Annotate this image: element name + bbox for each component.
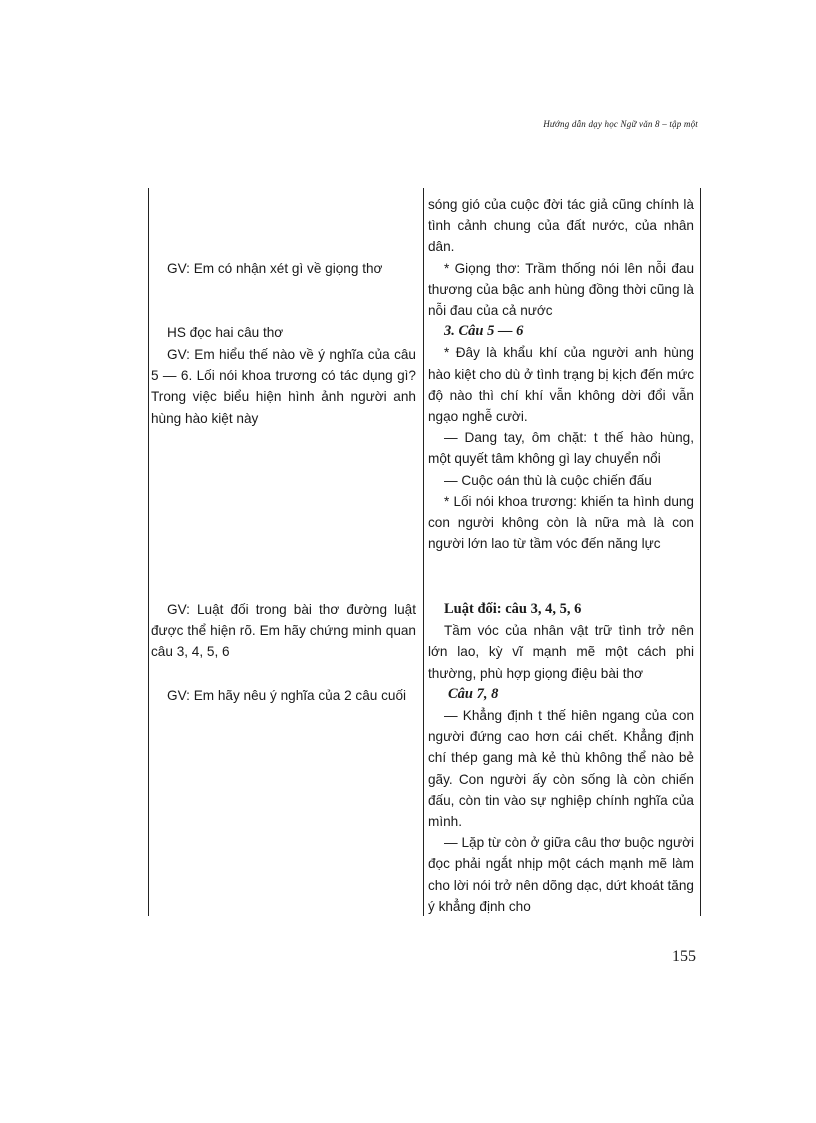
left-text: GV: Em hiểu thế nào về ý nghĩa của câu 5 — 6. Lối nói khoa trương có tác dụng gì? Trong việc biểu hiện hình ảnh người anh hùng hào kiệt này [151,347,416,426]
running-header: Hướng dẫn dạy học Ngữ văn 8 – tập một [543,119,698,129]
answer-paragraph: * Giọng thơ: Trầm thống nói lên nỗi đau thương của bậc anh hùng đồng thời cũng là nỗi đau của cả nước [428,260,694,319]
answer-paragraph: * Lối nói khoa trương: khiến ta hình dung con người không còn là nữa mà là con người lớn lao từ tầm vóc đến năng lực [428,493,694,552]
left-text: GV: Luật đối trong bài thơ đường luật được thể hiện rõ. Em hãy chứng minh quan câu 3, 4, 5, 6 [151,602,416,660]
answer-part-1 [428,194,694,554]
left-text: GV: Em hãy nêu ý nghĩa của 2 câu cuối [167,688,407,703]
answer-paragraph: — Lặp từ còn ở giữa câu thơ buộc người đọc phải ngắt nhịp một cách mạnh mẽ làm cho lời nói trở nên dõng dạc, dứt khoát tăng ý khẳng định cho [428,835,694,914]
left-text: GV: Em có nhận xét gì về giọng thơ [167,261,383,276]
answer-paragraph: — Cuộc oán thù là cuộc chiến đấu [444,472,652,488]
answer-paragraph: sóng gió của cuộc đời tác giả cũng chính là tình cảnh chung của đất nước, của nhân dân. [428,197,694,255]
answer-paragraph: * Đây là khẩu khí của người anh hùng hào kiệt cho dù ở tình trạng bị kịch đến mức độ nào thì chí khí vẫn không dời đổi vẫn ngạo nghễ cười. [428,345,694,425]
answer-part-2 [428,599,694,917]
answer-paragraph: — Dang tay, ôm chặt: t thế hào hùng, một quyết tâm không gì lay chuyển nổi [428,430,694,467]
section-heading-lines-5-6: 3. Câu 5 — 6 [444,323,524,340]
answer-paragraph: — Khẳng định t thế hiên ngang của con người đứng cao hơn cái chết. Khẳng định chí thép gang mà kẻ thù không thể nào bẻ gãy. Con người ấy còn sống là còn chiến đấu, còn tin vào sự nghiệp chính nghĩa của mình. [428,708,694,830]
left-text: HS đọc hai câu thơ [167,325,284,340]
section-heading-parallelism: Luật đối: câu 3, 4, 5, 6 [444,601,582,617]
page-number: 155 [672,948,696,965]
section-heading-lines-7-8: Câu 7, 8 [448,685,499,702]
answer-paragraph: Tầm vóc của nhân vật trữ tình trở nên lớn lao, kỳ vĩ mạnh mẽ một cách phi thường, phù hợp giọng điệu bài thơ [428,623,694,681]
